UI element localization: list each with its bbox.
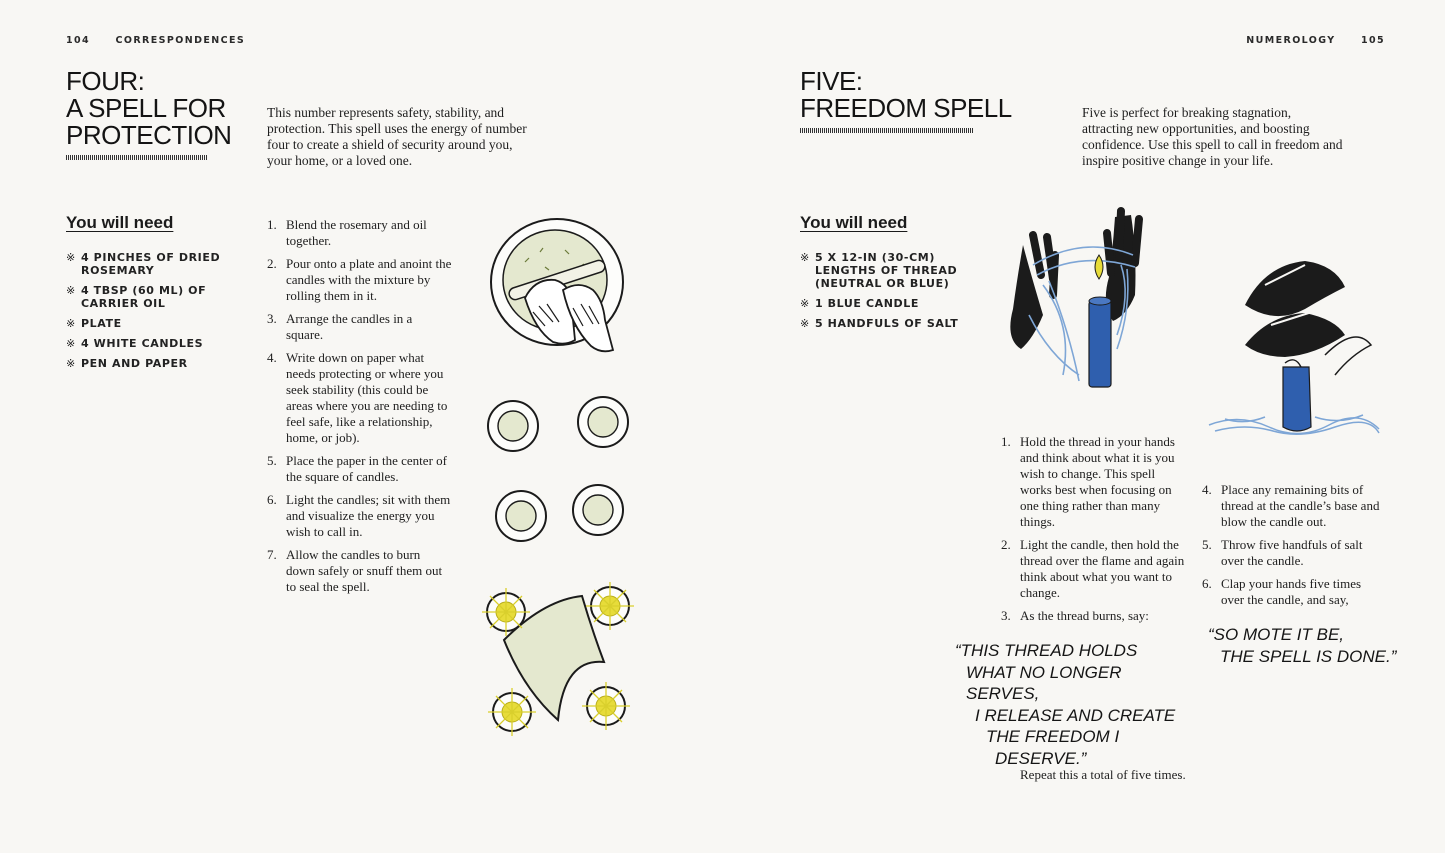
spell-intro: Five is perfect for breaking stagnation, attracting new opportunities, and boosting confidence. Use this spell to call in freedom and inspire positive change in your life. (1082, 105, 1343, 168)
repeat-note: Repeat this a total of five times. (1020, 767, 1186, 782)
spell-title: FOUR: A SPELL FOR PROTECTION (66, 66, 232, 150)
spell-title-block (800, 68, 1020, 133)
lit-candles-paper-illustration (482, 582, 638, 740)
list-item: ※ 4 WHITE CANDLES (66, 337, 204, 350)
list-item: ※ 4 PINCHES OF DRIED ROSEMARY (66, 251, 221, 277)
list-item: 7. Allow the candles to burn down safely or snuff them out to seal the spell. (267, 547, 443, 594)
closing-chant-quote: “SO MOTE IT BE, THE SPELL IS DONE.” (1208, 625, 1397, 666)
list-item: 4. Write down on paper what needs protecting or where you seek stability (this could be areas where you are needing to feel safe, like a relationship, home, or job). (267, 350, 448, 445)
page-number: 105 (1360, 35, 1385, 46)
plate-hands-illustration (485, 212, 635, 372)
you-will-need-heading: You will need (800, 213, 908, 232)
step-list (1001, 434, 1186, 631)
list-item: 1. Hold the thread in your hands and think about what it is you wish to change. This spell works best when focusing on one thing rather than many things. (1001, 434, 1175, 529)
step-list (1202, 482, 1387, 615)
chant-quote: “THIS THREAD HOLDS WHAT NO LONGER SERVES, I RELEASE AND CREATE THE FREEDOM I DESERVE.” (955, 641, 1176, 768)
running-header-left (66, 35, 245, 46)
list-item: 3. As the thread burns, say: (1001, 608, 1149, 623)
list-item: ※ 5 HANDFULS OF SALT (800, 317, 959, 330)
title-rule (800, 128, 974, 133)
clapping-hands-candle-illustration (1205, 255, 1380, 440)
list-item: ※ PEN AND PAPER (66, 357, 188, 370)
ingredient-list (66, 251, 236, 377)
section-name: NUMEROLOGY (1246, 35, 1336, 46)
list-item: 3. Arrange the candles in a square. (267, 311, 413, 342)
running-header-right (1246, 35, 1385, 46)
candle-square-illustration (483, 392, 633, 544)
candle-icon (488, 397, 628, 541)
list-item: 2. Pour onto a plate and anoint the candles with the mixture by rolling them in it. (267, 256, 452, 303)
list-item: 5. Place the paper in the center of the square of candles. (267, 453, 447, 484)
spell-intro: This number represents safety, stability, and protection. This spell uses the energy of number four to create a shield of security around you, your home, or a loved one. (267, 105, 527, 168)
list-item: ※ 4 TBSP (60 ML) OF CARRIER OIL (66, 284, 207, 310)
list-item: 2. Light the candle, then hold the thread over the flame and again think about what you want to change. (1001, 537, 1185, 600)
step-list (267, 217, 452, 602)
list-item: ※ 1 BLUE CANDLE (800, 297, 920, 310)
list-item: ※ PLATE (66, 317, 122, 330)
list-item: 4. Place any remaining bits of thread at the candle’s base and blow the candle out. (1202, 482, 1380, 529)
list-item: 5. Throw five handfuls of salt over the candle. (1202, 537, 1363, 568)
spell-title-block (66, 68, 256, 160)
list-item: 6. Clap your hands five times over the candle, and say, (1202, 576, 1362, 607)
list-item: ※ 5 X 12-IN (30-CM) LENGTHS OF THREAD (NEUTRAL OR BLUE) (800, 251, 958, 290)
page-number: 104 (66, 35, 91, 46)
section-name: CORRESPONDENCES (115, 35, 246, 46)
hands-thread-candle-illustration (1003, 205, 1153, 390)
spell-title: FIVE: FREEDOM SPELL (800, 66, 1012, 123)
list-item: 6. Light the candles; sit with them and visualize the energy you wish to call in. (267, 492, 451, 539)
you-will-need-heading: You will need (66, 213, 174, 232)
title-rule (66, 155, 208, 160)
ingredient-list (800, 251, 980, 337)
list-item: 1. Blend the rosemary and oil together. (267, 217, 427, 248)
